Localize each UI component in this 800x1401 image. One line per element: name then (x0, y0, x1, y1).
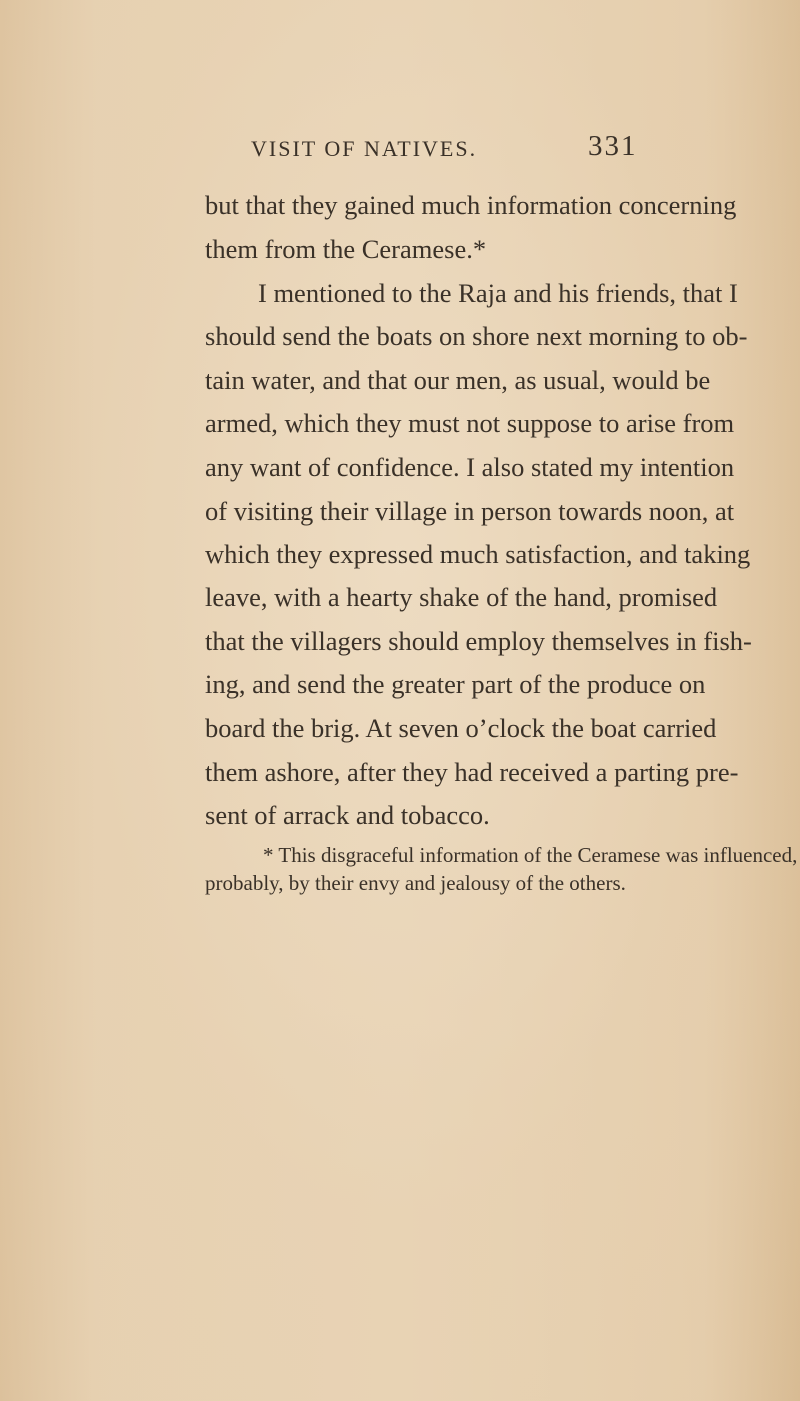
text-line: them ashore, after they had received a parting pre- (205, 757, 739, 787)
text-line: board the brig. At seven o’clock the boat carried (205, 713, 717, 743)
text-line: armed, which they must not suppose to arise from (205, 408, 735, 438)
running-title: VISIT OF NATIVES. (251, 136, 478, 161)
page-header (0, 128, 800, 168)
text-line: them from the Ceramese.* (205, 234, 487, 264)
text-line: I mentioned to the Raja and his friends, that I (258, 278, 738, 308)
footnote-line: probably, by their envy and jealousy of the others. (205, 871, 626, 895)
text-line: should send the boats on shore next morning to ob- (205, 321, 748, 351)
text-line: sent of arrack and tobacco. (205, 800, 490, 830)
text-line: ing, and send the greater part of the produce on (205, 669, 706, 699)
page-number: 331 (588, 130, 638, 162)
text-line: that the villagers should employ themselves in fish- (205, 626, 752, 656)
footnote-line: * This disgraceful information of the Ceramese was influenced, (263, 843, 798, 867)
text-line: which they expressed much satisfaction, and taking (205, 539, 751, 569)
text-line: of visiting their village in person towards noon, at (205, 496, 735, 526)
text-line: tain water, and that our men, as usual, would be (205, 365, 711, 395)
text-line: leave, with a hearty shake of the hand, promised (205, 582, 718, 612)
text-line: any want of confidence. I also stated my intention (205, 452, 735, 482)
text-line: but that they gained much information concerning (205, 190, 737, 220)
